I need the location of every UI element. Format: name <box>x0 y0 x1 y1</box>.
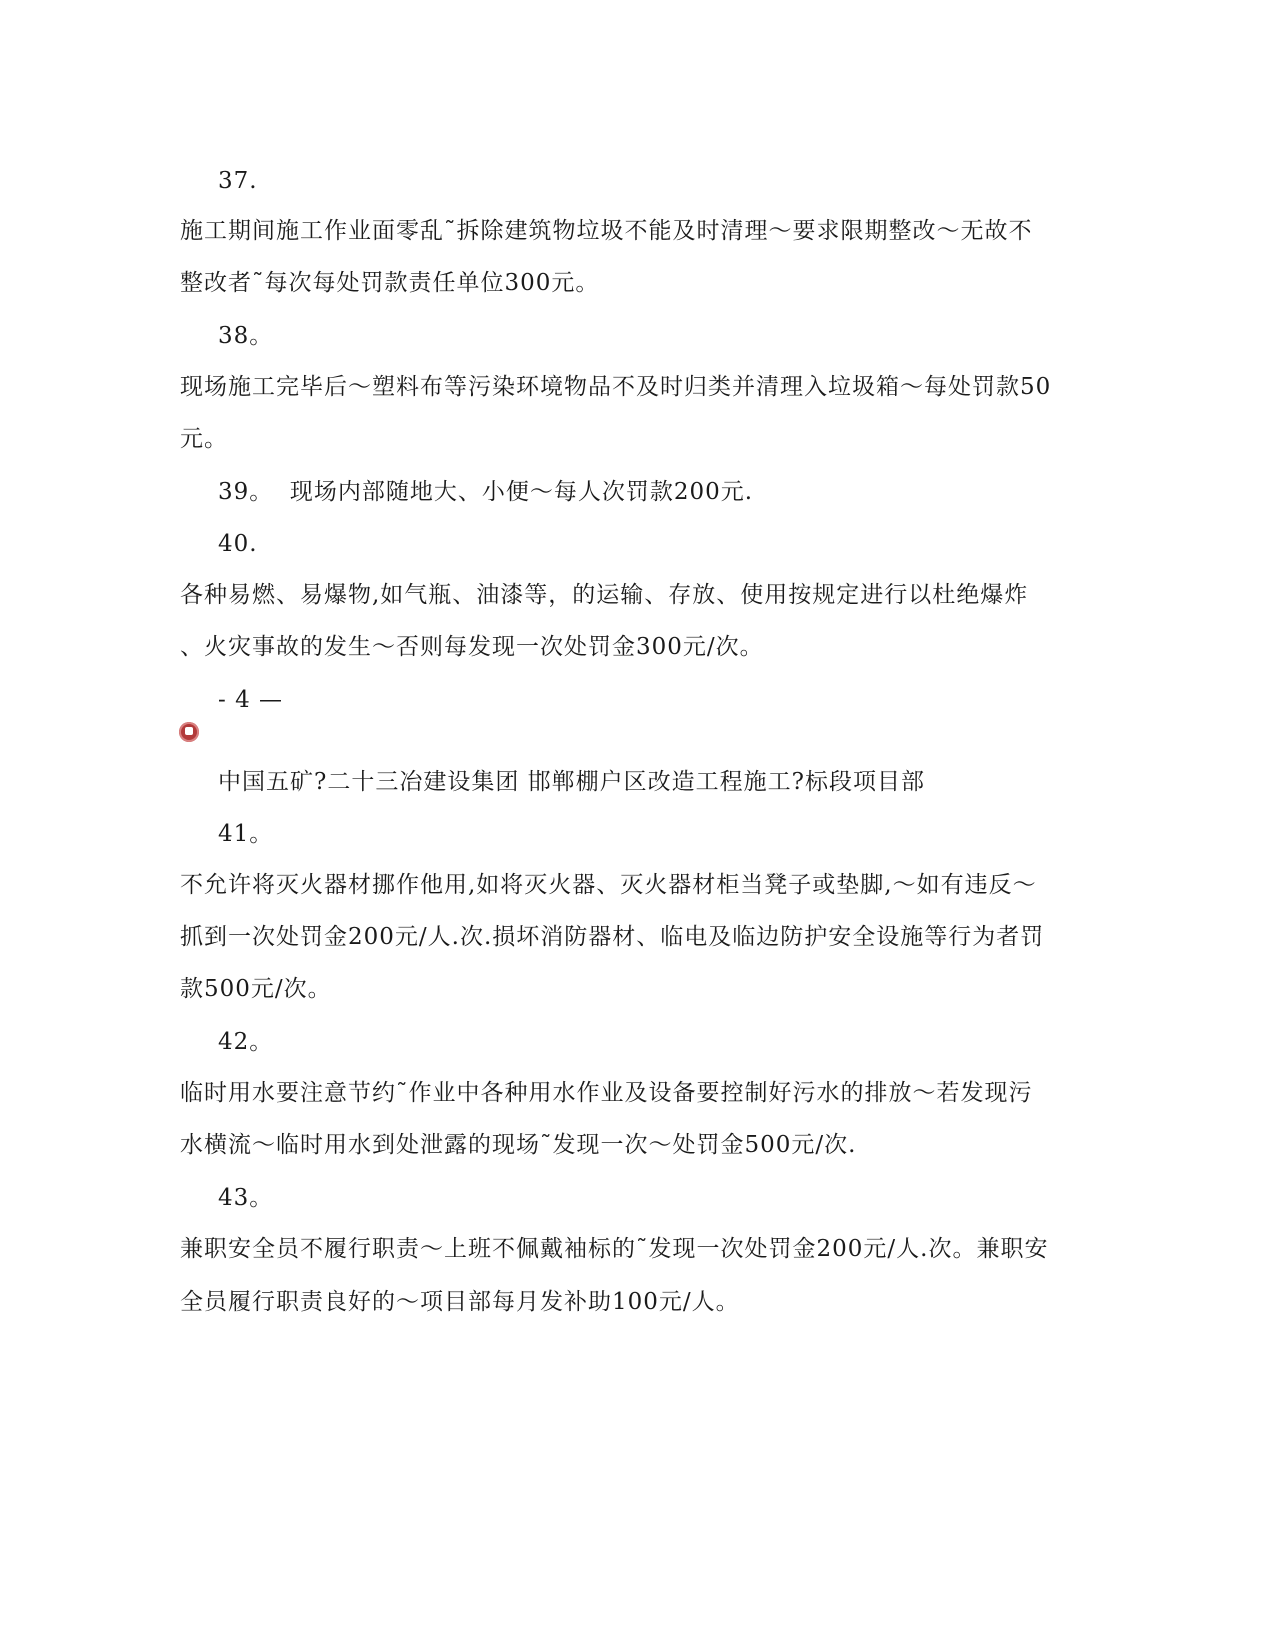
item-40-line-2: 、火灾事故的发生～否则每发现一次处罚金300元/次。 <box>180 634 764 660</box>
item-40-line-1: 各种易燃、易爆物,如气瓶、油漆等，的运输、存放、使用按规定进行以杜绝爆炸 <box>180 582 1029 608</box>
item-41-line-3: 款500元/次。 <box>180 976 332 1002</box>
item-38-line-2: 元。 <box>180 426 228 452</box>
item-39: 39。 现场内部随地大、小便～每人次罚款200元. <box>218 479 754 505</box>
item-41-line-2: 抓到一次处罚金200元/人.次.损坏消防器材、临电及临边防护安全设施等行为者罚 <box>180 924 1045 950</box>
item-37-line-2: 整改者˜每次每处罚款责任单位300元。 <box>180 270 600 296</box>
item-38-line-1: 现场施工完毕后～塑料布等污染环境物品不及时归类并清理入垃圾箱～每处罚款50 <box>180 374 1052 400</box>
item-41-number: 41。 <box>218 821 274 847</box>
item-38-number: 38。 <box>218 323 274 349</box>
item-43-line-2: 全员履行职责良好的～项目部每月发补助100元/人。 <box>180 1289 740 1315</box>
item-42-line-1: 临时用水要注意节约˜作业中各种用水作业及设备要控制好污水的排放～若发现污 <box>180 1080 1033 1106</box>
item-37-number: 37. <box>218 168 258 194</box>
running-header: 中国五矿?二十三冶建设集团 邯郸棚户区改造工程施工?标段项目部 <box>218 769 925 795</box>
item-37-line-1: 施工期间施工作业面零乱˜拆除建筑物垃圾不能及时清理～要求限期整改～无故不 <box>180 218 1033 244</box>
item-43-number: 43。 <box>218 1185 274 1211</box>
page-number: - 4 — <box>218 687 284 713</box>
item-43-line-1: 兼职安全员不履行职责～上班不佩戴袖标的˜发现一次处罚金200元/人.次。兼职安 <box>180 1236 1049 1262</box>
company-logo-icon <box>179 722 199 742</box>
item-42-line-2: 水横流～临时用水到处泄露的现场˜发现一次～处罚金500元/次. <box>180 1132 857 1158</box>
item-41-line-1: 不允许将灭火器材挪作他用,如将灭火器、灭火器材柜当凳子或垫脚,～如有违反～ <box>180 872 1037 898</box>
item-42-number: 42。 <box>218 1029 274 1055</box>
item-40-number: 40. <box>218 531 258 557</box>
